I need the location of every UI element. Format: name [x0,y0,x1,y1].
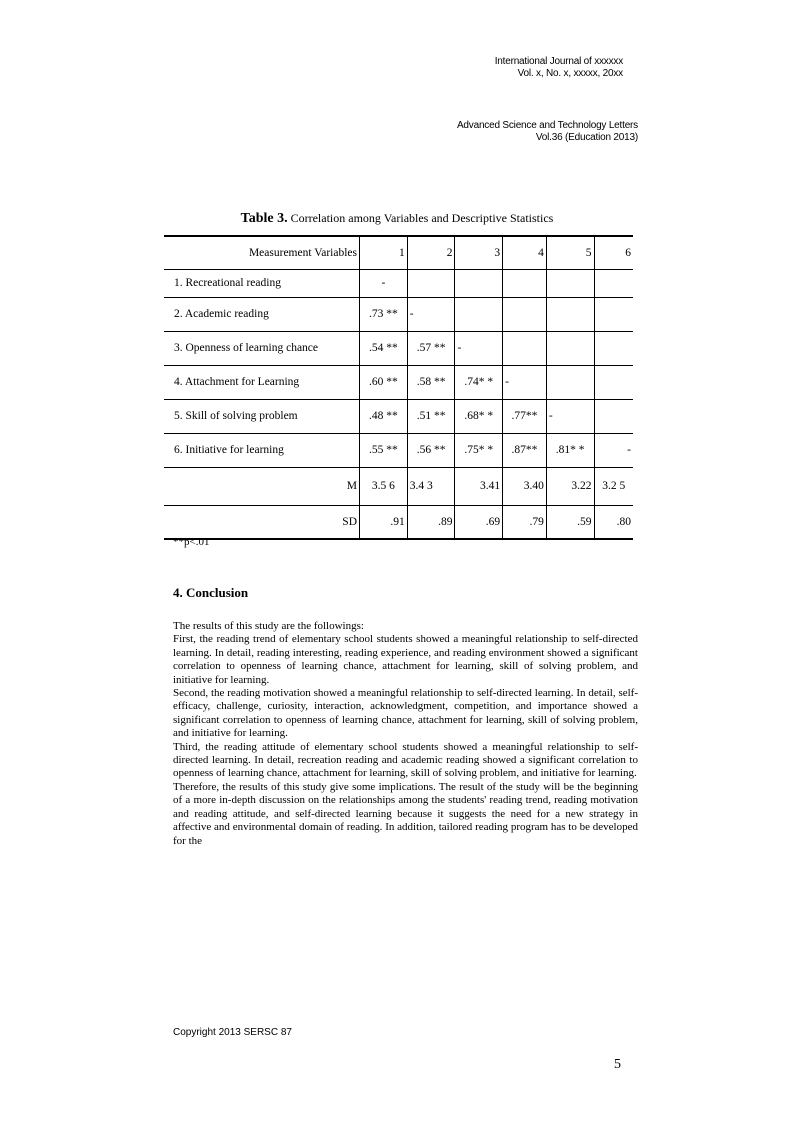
table-cell: .57 ** [407,331,455,365]
table-cell: .68* * [455,399,503,433]
table-cell: .74* * [455,365,503,399]
table-cell: .91 [360,505,408,539]
table-cell [594,399,633,433]
table-cell [594,331,633,365]
table-cell [407,269,455,297]
table-cell: .81* * [546,433,594,467]
table-cell: .60 ** [360,365,408,399]
table-caption [0,211,794,227]
table-header-row [164,236,633,269]
letters-volume: Vol.36 (Education 2013) [535,132,638,143]
column-header: 5 [546,236,594,269]
row-label: 6. Initiative for learning [164,433,360,467]
row-label: 5. Skill of solving problem [164,399,360,433]
table-cell: 3.2 5 [594,467,633,505]
table-cell [594,365,633,399]
table-cell: .79 [503,505,547,539]
page-number: 5 [614,1057,621,1072]
table-cell: .58 ** [407,365,455,399]
column-header: 6 [594,236,633,269]
column-header: 4 [503,236,547,269]
table-cell: .56 ** [407,433,455,467]
correlation-table [164,235,633,540]
paragraph: The results of this study are the followings: [173,620,364,632]
table-cell: 3.22 [546,467,594,505]
table-cell: - [503,365,547,399]
paragraph: Third, the reading attitude of elementary school students showed a meaningful relationship to self-directed learning. In detail, recreation reading and academic reading showed a significant correlation to openness of learning chance, attachment for learning, skill of solving problem, and initiative for learning. [173,740,638,780]
table-cell: .77** [503,399,547,433]
table-row [164,467,633,505]
table-cell [546,297,594,331]
row-label: 1. Recreational reading [164,269,360,297]
table-cell [503,331,547,365]
table-cell [503,269,547,297]
column-header: Measurement Variables [164,236,360,269]
table-cell: - [455,331,503,365]
table-cell: .75* * [455,433,503,467]
table-cell: - [546,399,594,433]
column-header: 1 [360,236,408,269]
letters-name: Advanced Science and Technology Letters [456,120,638,131]
table-cell [546,331,594,365]
paragraph: First, the reading trend of elementary school students showed a meaningful relationship to self-directed learning. In detail, reading interesting, reading experience, and reading environment showed a significant correlation to openness of learning chance, attachment for learning, skill of solving problem, and initiative for learning. [173,633,638,686]
letters-header [457,120,638,144]
table-cell: .51 ** [407,399,455,433]
row-label: 2. Academic reading [164,297,360,331]
table-caption-label: Table 3. [240,211,288,226]
table-cell: 3.5 6 [360,467,408,505]
table-cell: .54 ** [360,331,408,365]
table-cell [503,297,547,331]
row-label: M [164,467,360,505]
row-label: 3. Openness of learning chance [164,331,360,365]
row-label: 4. Attachment for Learning [164,365,360,399]
table-cell: .87** [503,433,547,467]
table-row [164,505,633,539]
paragraph: Second, the reading motivation showed a meaningful relationship to self-directed learning. In detail, self- efficacy, challenge, curiosity, interaction, acknowledgment, competition, and importance showed a significant correlation to openness of learning chance, attachment for learning, skill of solving problem, and initiative for learning. [173,687,638,740]
paragraph: Therefore, the results of this study give some implications. The result of the study will be the beginning of a more in-depth discussion on the relationships among the students' reading trend, reading motivation and reading attitude, and self-directed learning because it suggests the need for a new strategy in affective and environmental domain of reading. In addition, tailored reading program has to be developed for the [173,780,638,847]
column-header: 3 [455,236,503,269]
table-cell: 3.4 3 [407,467,455,505]
table-row [164,433,633,467]
section-heading: 4. Conclusion [173,585,249,600]
table-row [164,297,633,331]
table-row [164,365,633,399]
table-cell [455,269,503,297]
table-caption-text: Correlation among Variables and Descriptive Statistics [290,211,554,225]
table-cell: .80 [594,505,633,539]
journal-name: International Journal of xxxxxx [494,56,623,67]
table-cell: - [594,433,633,467]
table-cell: 3.40 [503,467,547,505]
table-cell [546,365,594,399]
table-cell: .55 ** [360,433,408,467]
table-cell [594,269,633,297]
table-row [164,399,633,433]
table-cell: .89 [407,505,455,539]
table-cell: 3.41 [455,467,503,505]
table-cell [546,269,594,297]
table-cell: .69 [455,505,503,539]
column-header: 2 [407,236,455,269]
table-cell: .73 ** [360,297,408,331]
table-footnote: **p<.01 [173,536,210,548]
table-row [164,331,633,365]
table-cell [594,297,633,331]
journal-header [495,56,623,80]
table-row [164,269,633,297]
table-cell: .59 [546,505,594,539]
table-cell [455,297,503,331]
conclusion-body [173,620,638,848]
table-cell: - [407,297,455,331]
copyright-notice: Copyright 2013 SERSC 87 [173,1027,292,1038]
journal-volume: Vol. x, No. x, xxxxx, 20xx [517,68,623,79]
table-cell: .48 ** [360,399,408,433]
table-cell: - [360,269,408,297]
row-label: SD [164,505,360,539]
